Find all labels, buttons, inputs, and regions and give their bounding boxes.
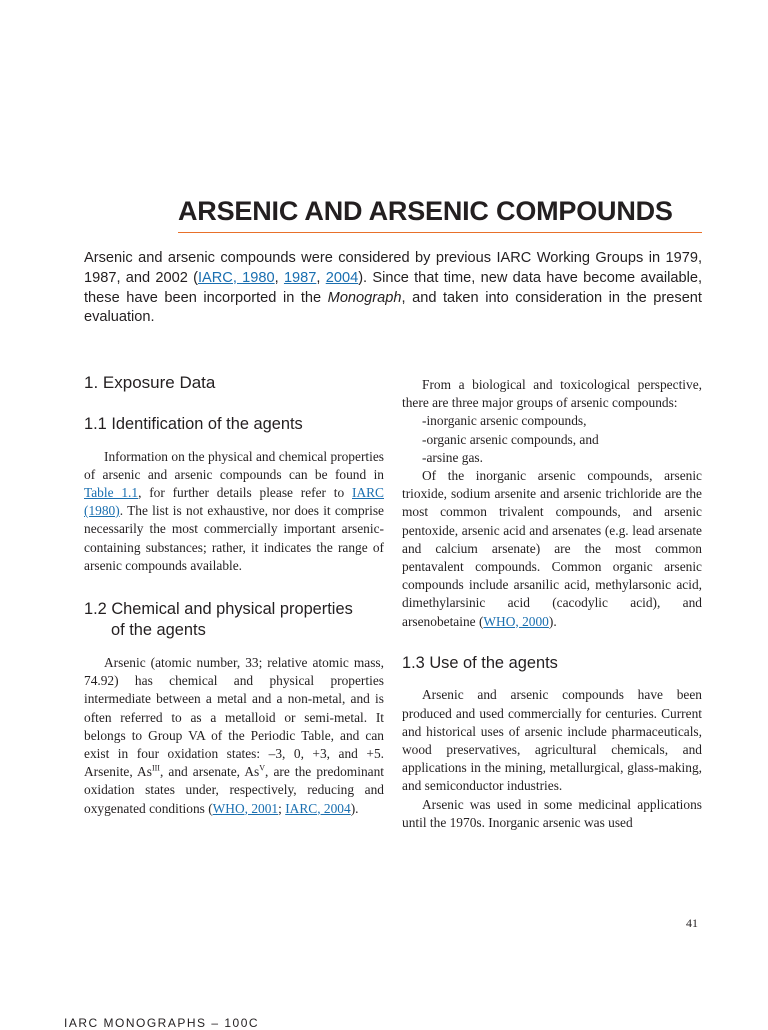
heading-line: of the agents: [111, 621, 206, 640]
ref-iarc-1980[interactable]: IARC, 1980: [197, 269, 275, 286]
paragraph-text: ).: [350, 800, 359, 816]
paragraph-groups: From a biological and toxicological perspective, there are three major groups of arsenic compounds:: [402, 377, 702, 411]
paragraph-text: , are the predominant oxidation states under, respectively, reducing and oxygenated conditions (: [84, 764, 385, 816]
subsection-heading-identification: 1.1 Identification of the agents: [84, 415, 303, 433]
list-item: -arsine gas.: [422, 449, 483, 465]
paragraph-use: Arsenic and arsenic compounds have been produced and used commercially for centuries. Current and historical uses of arsenic include pharmaceuticals, wood preservatives, agricultural chemicals, and applications in the mining, metallurgical, glass-making, and semiconductor industries.: [402, 687, 702, 794]
ref-1987[interactable]: 1987: [283, 269, 317, 286]
list-item: -organic arsenic compounds, and: [422, 431, 599, 447]
paragraph-text: ).: [548, 613, 557, 629]
subsection-heading-properties: [84, 599, 384, 642]
title-divider: [178, 232, 702, 233]
right-column: [402, 372, 702, 832]
section-heading-exposure-data: 1. Exposure Data: [84, 373, 216, 392]
superscript: III: [151, 763, 160, 773]
ref-who-2000[interactable]: WHO, 2000: [483, 613, 549, 629]
page-number: 41: [686, 916, 698, 930]
heading-line: 1.2 Chemical and physical properties: [84, 599, 353, 618]
paragraph-text: , and arsenate, As: [159, 764, 260, 780]
ref-iarc-2004[interactable]: IARC, 2004: [285, 800, 351, 816]
ref-iarc-1980-b[interactable]: IARC (1980): [84, 484, 384, 519]
paragraph-text: Arsenic (atomic number, 33; relative atomic mass, 74.92) has chemical and physical properties intermediate between a metal and a non-metal, and is often referred to as a metalloid or semi-metal. It belongs to Group VA of the Periodic Table, and can exist in four oxidation states: –3, 0, +3, and +5. Arsenite, As: [84, 654, 384, 780]
ref-table-1-1[interactable]: Table 1.1: [84, 484, 139, 500]
left-column: [84, 372, 384, 818]
ref-2004[interactable]: 2004: [325, 269, 359, 286]
paragraph-text: . The list is not exhaustive, nor does it comprise necessarily the most commercially important arsenic-containing substances; rather, it indicates the range of arsenic compounds available.: [84, 503, 384, 573]
subsection-heading-use: 1.3 Use of the agents: [402, 653, 558, 672]
paragraph-identification: [84, 448, 384, 575]
intro-sep: ,: [274, 269, 284, 286]
paragraph-medicinal: Arsenic was used in some medicinal applications until the 1970s. Inorganic arsenic was used: [402, 796, 702, 830]
intro-italic: Monograph: [327, 289, 402, 306]
paragraph-text: Of the inorganic arsenic compounds, arsenic trioxide, sodium arsenite and arsenic trichloride are the most common trivalent compounds, and arsenic pentoxide, arsenic acid and arsenates (e.g. lead arsenate and calcium arsenate) are the most common pentavalent compounds. Common organic arsenic compounds include arsanilic acid, methylarsonic acid, dimethylarsinic acid (cacodylic acid), and arsenobetaine (: [402, 468, 702, 629]
running-footer: IARC MONOGRAPHS – 100C: [64, 1016, 260, 1030]
paragraph-text: ;: [278, 800, 286, 816]
intro-text: Arsenic and arsenic compounds were considered by previous IARC Working Groups in 1979, 1987, and 2002 (: [84, 250, 702, 286]
intro-paragraph: [84, 249, 702, 328]
paragraph-inorganic: [402, 467, 702, 631]
intro-sep: ,: [316, 269, 326, 286]
page-title: ARSENIC AND ARSENIC COMPOUNDS: [178, 196, 673, 226]
intro-text: , and taken into consideration in the present evaluation.: [84, 289, 702, 326]
ref-who-2001[interactable]: WHO, 2001: [212, 800, 279, 816]
paragraph-text: , for further details please refer to: [138, 484, 352, 500]
paragraph-text: Information on the physical and chemical properties of arsenic and arsenic compounds can be found in: [84, 448, 384, 482]
paragraph-properties: [84, 654, 384, 818]
intro-text: ). Since that time, new data have become available, these have been incorported in the: [84, 269, 703, 306]
superscript: V: [259, 763, 266, 773]
list-item: -inorganic arsenic compounds,: [422, 413, 587, 429]
